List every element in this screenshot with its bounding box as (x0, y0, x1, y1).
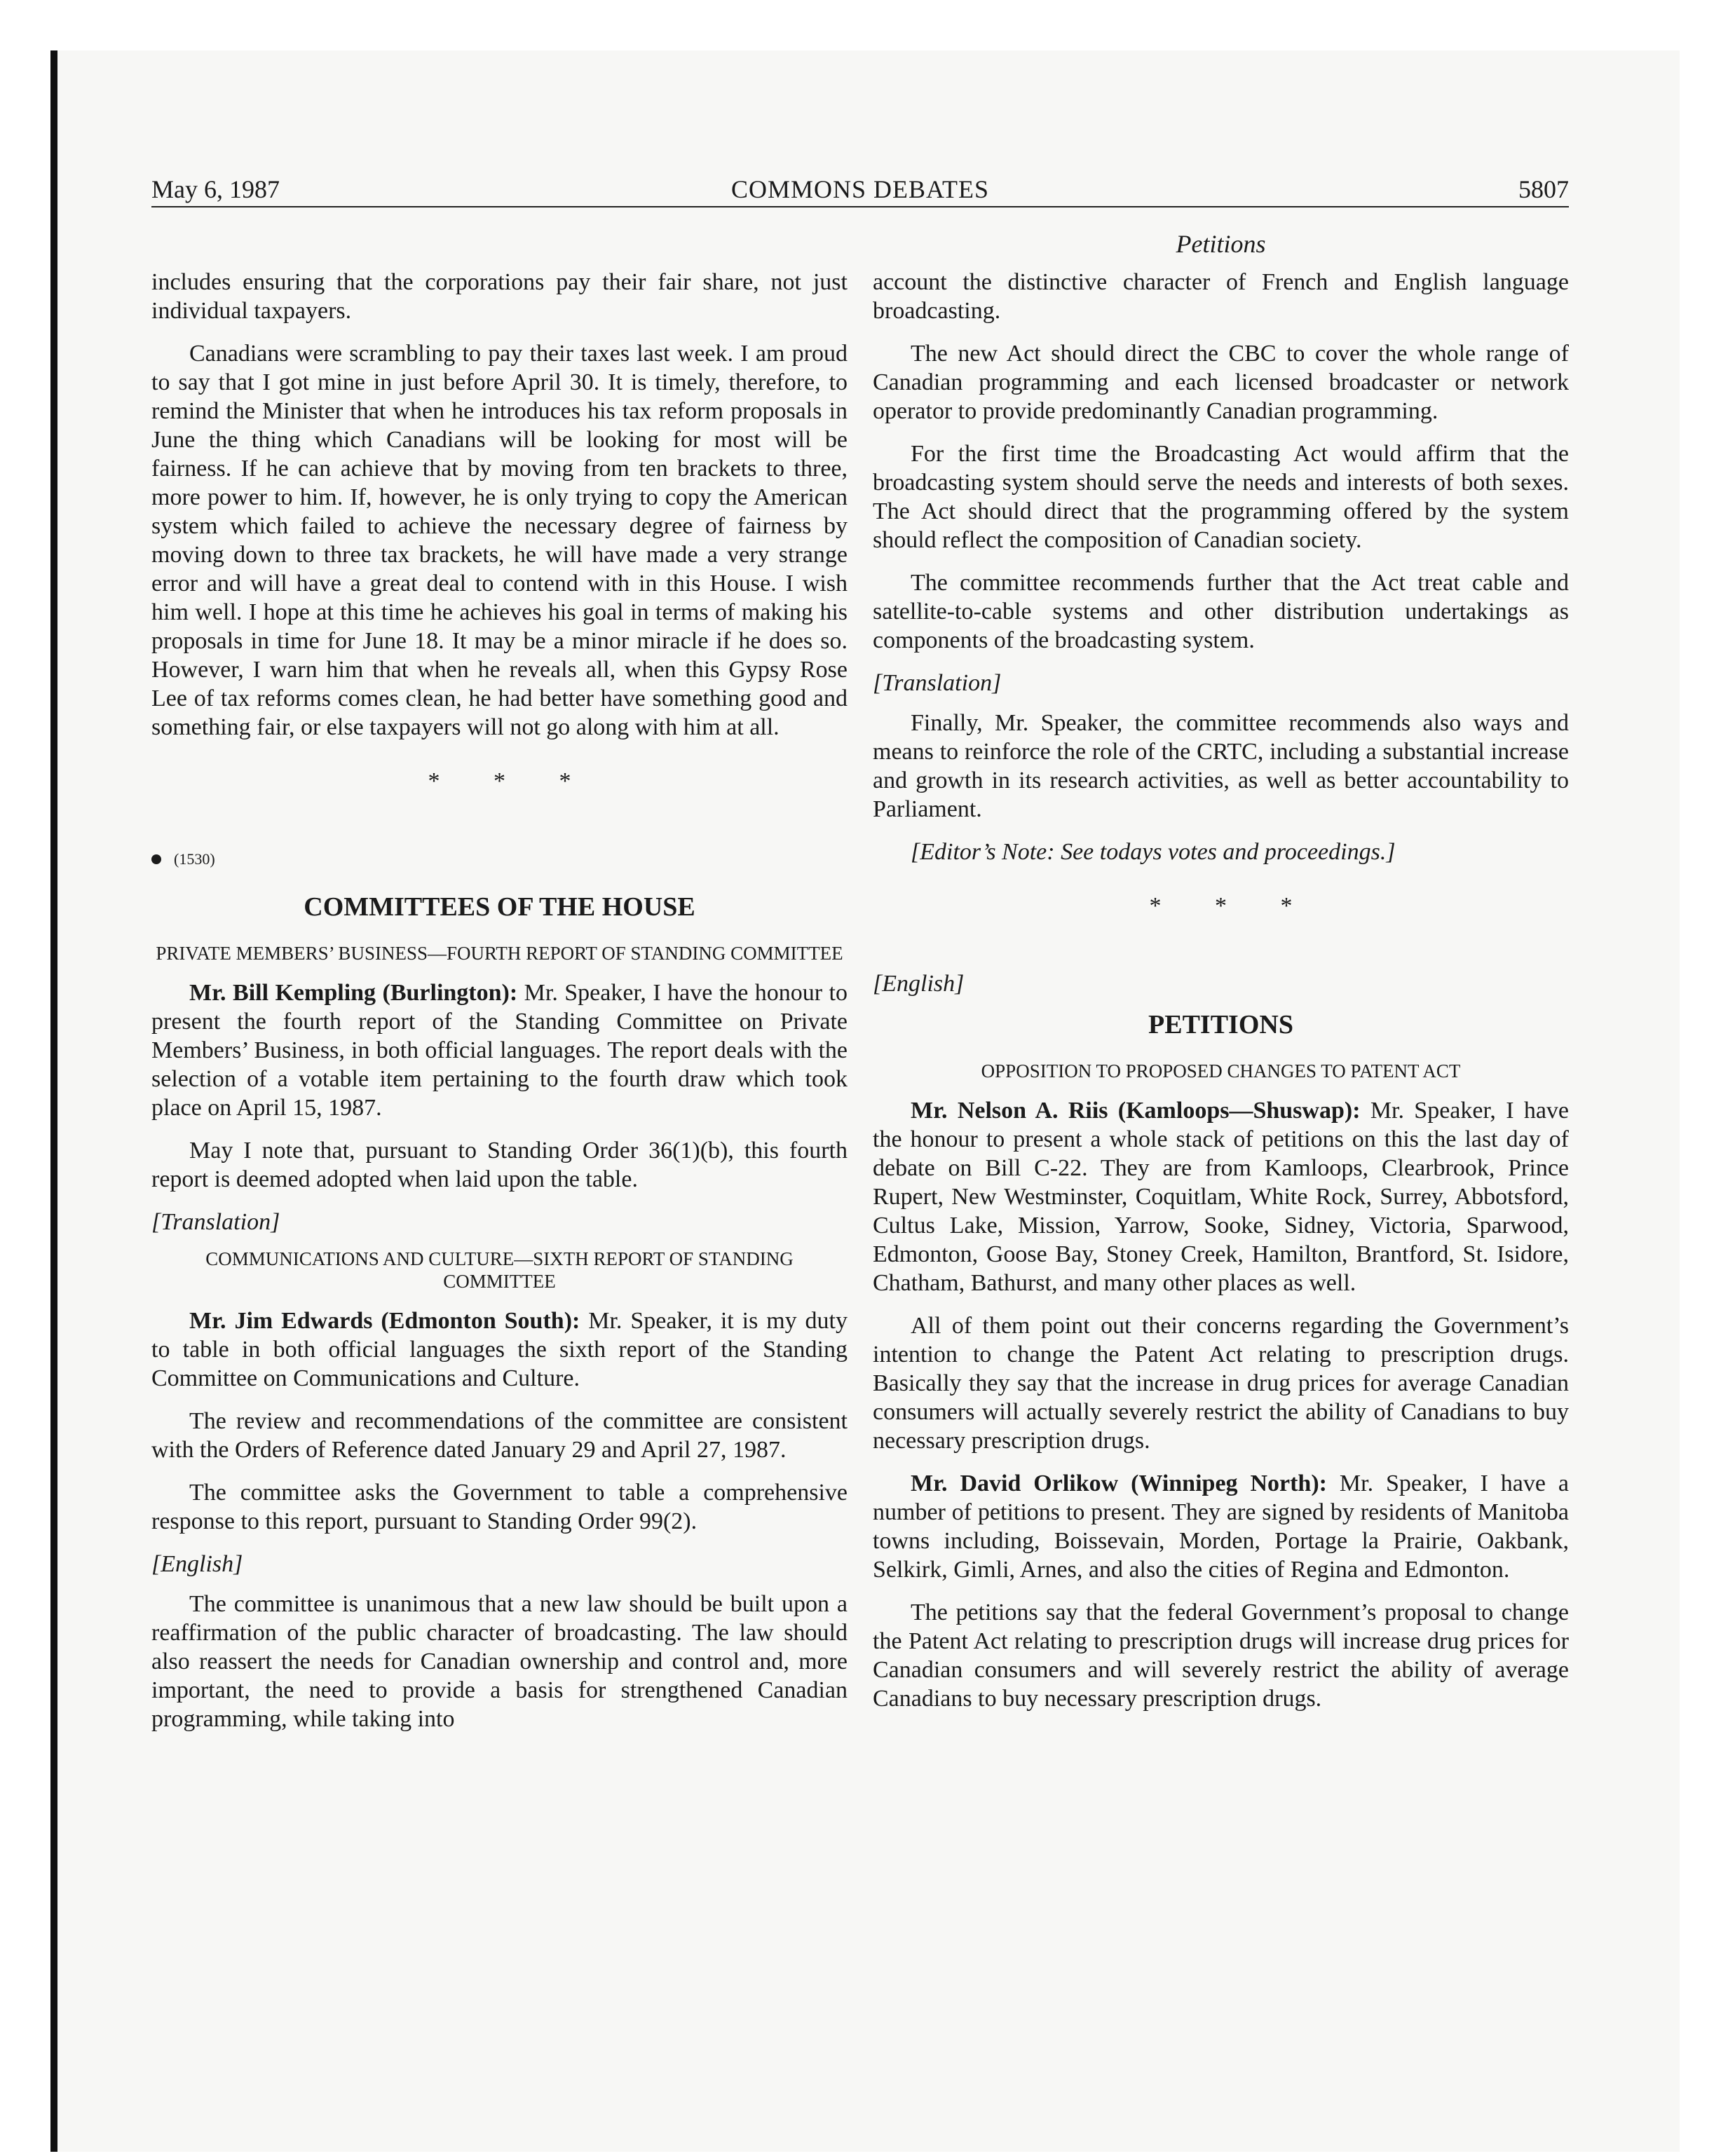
speech-paragraph (151, 978, 848, 1122)
subheading: OPPOSITION TO PROPOSED CHANGES TO PATENT ACT (981, 1060, 1461, 1082)
header-page-number: 5807 (1518, 175, 1569, 203)
paragraph: The new Act should direct the CBC to cover the whole range of Canadian programming and each licensed broadcaster or network operator to provide predominantly Canadian programming. (873, 341, 1569, 424)
paragraph: Canadians were scrambling to pay their taxes last week. I am proud to say that I got mine in just before April 30. It is timely, therefore, to remind the Minister that when he introduces his tax reform proposals in June the thing which Canadians will be looking for most will be fairness. If he can achieve that by moving from ten brackets to three, more power to him. If, however, he is only trying to copy the American system which failed to achieve the necessary degree of fairness by moving down to three tax brackets, he will have made a very strange error and will have a great deal to contend with in this House. I wish him well. I hope at this time he achieves his goal in terms of making his proposals in time for June 18. It may be a minor miracle if he does so. However, I warn him that when he reveals all, when this Gypsy Rose Lee of tax reforms comes clean, he had better have something good and something fair, or else taxpayers will not go along with him at all. (151, 341, 848, 740)
speech-text: Mr. Speaker, it is my duty to table in both official languages the sixth report of the Standing Committee on Communications and Culture. (151, 1308, 848, 1391)
bullet-icon (151, 854, 161, 864)
page-header (151, 175, 1569, 203)
paragraph: May I note that, pursuant to Standing Order 36(1)(b), this fourth report is deemed adopted when laid upon the table. (151, 1138, 848, 1192)
speech-paragraph (873, 1469, 1569, 1584)
subheading: COMMUNICATIONS AND CULTURE—SIXTH REPORT OF STANDING COMMITTEE (205, 1248, 794, 1292)
speech-text: Mr. Speaker, I have a number of petitions to present. They are signed by residents of Manitoba towns including, Boissevain, Morden, Portage la Prairie, Oakbank, Selkirk, Gimli, Arnes, and also the cities of Regina and Edmonton. (873, 1471, 1569, 1583)
time-marker-text: (1530) (174, 850, 215, 868)
section-separator: * * * (428, 768, 595, 794)
paragraph: The petitions say that the federal Government’s proposal to change the Patent Act relating to prescription drugs will increase drug prices for Canadian consumers and will severely restrict the ability of average Canadians to buy necessary prescription drugs. (873, 1599, 1569, 1712)
paragraph: includes ensuring that the corporations pay their fair share, not just individual taxpayers. (151, 269, 848, 324)
speaker-name: Mr. David Orlikow (Winnipeg North): (911, 1471, 1327, 1496)
paragraph: All of them point out their concerns regarding the Government’s intention to change the Patent Act relating to prescription drugs. Basically they say that the increase in drug prices for average Canadian consumers will actually severely restrict the ability of Canadians to buy necessary prescription drugs. (873, 1313, 1569, 1454)
speech-paragraph (873, 1096, 1569, 1297)
language-marker: [Translation] (151, 1209, 280, 1235)
section-title: COMMITTEES OF THE HOUSE (304, 892, 695, 922)
time-marker (151, 845, 848, 873)
paragraph: The committee asks the Government to table a comprehensive response to this report, pursuant to Standing Order 99(2). (151, 1480, 848, 1534)
language-marker: [English] (151, 1551, 243, 1577)
section-separator: * * * (1149, 893, 1316, 919)
header-date: May 6, 1987 (151, 175, 280, 203)
paragraph: Finally, Mr. Speaker, the committee recommends also ways and means to reinforce the role of the CRTC, including a substantial increase and growth in its research activities, as well as better accountability to Parliament. (873, 710, 1569, 822)
section-title: PETITIONS (1148, 1010, 1293, 1039)
header-rule (151, 206, 1569, 207)
running-head: Petitions (1176, 230, 1266, 258)
binding-edge (50, 50, 57, 2152)
editor-note: [Editor’s Note: See todays votes and proceedings.] (911, 839, 1396, 865)
speaker-name: Mr. Nelson A. Riis (Kamloops—Shuswap): (911, 1098, 1361, 1124)
header-title: COMMONS DEBATES (730, 175, 990, 203)
language-marker: [English] (873, 971, 965, 997)
paragraph: account the distinctive character of French and English language broadcasting. (873, 269, 1569, 324)
speech-paragraph (151, 1306, 848, 1393)
speech-text: Mr. Speaker, I have the honour to present a whole stack of petitions on this the last day of debate on Bill C-22. They are from Kamloops, Clearbrook, Prince Rupert, New Westminster, Coquitlam, White Rock, Surrey, Abbotsford, Cultus Lake, Mission, Yarrow, Sooke, Sidney, Victoria, Sparwood, Edmonton, Goose Bay, Stoney Creek, Hamilton, Brantford, St. Isidore, Chatham, Bathurst, and many other places as well. (873, 1098, 1570, 1296)
paragraph: The review and recommendations of the committee are consistent with the Orders of Reference dated January 29 and April 27, 1987. (151, 1408, 848, 1463)
language-marker: [Translation] (873, 670, 1002, 696)
right-column (873, 268, 1569, 1727)
paragraph: For the first time the Broadcasting Act would affirm that the broadcasting system should serve the needs and interests of both sexes. The Act should direct that the programming offered by the system should reflect the composition of Canadian society. (873, 441, 1569, 553)
subheading: PRIVATE MEMBERS’ BUSINESS—FOURTH REPORT OF STANDING COMMITTEE (156, 943, 843, 964)
left-column (151, 268, 848, 1747)
paragraph: The committee recommends further that the Act treat cable and satellite-to-cable systems and other distribution undertakings as components of the broadcasting system. (873, 570, 1569, 653)
speech-text: Mr. Speaker, I have the honour to present the fourth report of the Standing Committee on Private Members’ Business, in both official languages. The report deals with the selection of a votable item pertaining to the fourth draw which took place on April 15, 1987. (151, 980, 848, 1121)
speaker-name: Mr. Jim Edwards (Edmonton South): (189, 1308, 580, 1334)
speaker-name: Mr. Bill Kempling (Burlington): (189, 980, 518, 1006)
paragraph: The committee is unanimous that a new law should be built upon a reaffirmation of the public character of broadcasting. The law should also reassert the needs for Canadian ownership and control and, more important, the need to provide a basis for strengthened Canadian programming, while taking into (151, 1591, 848, 1732)
